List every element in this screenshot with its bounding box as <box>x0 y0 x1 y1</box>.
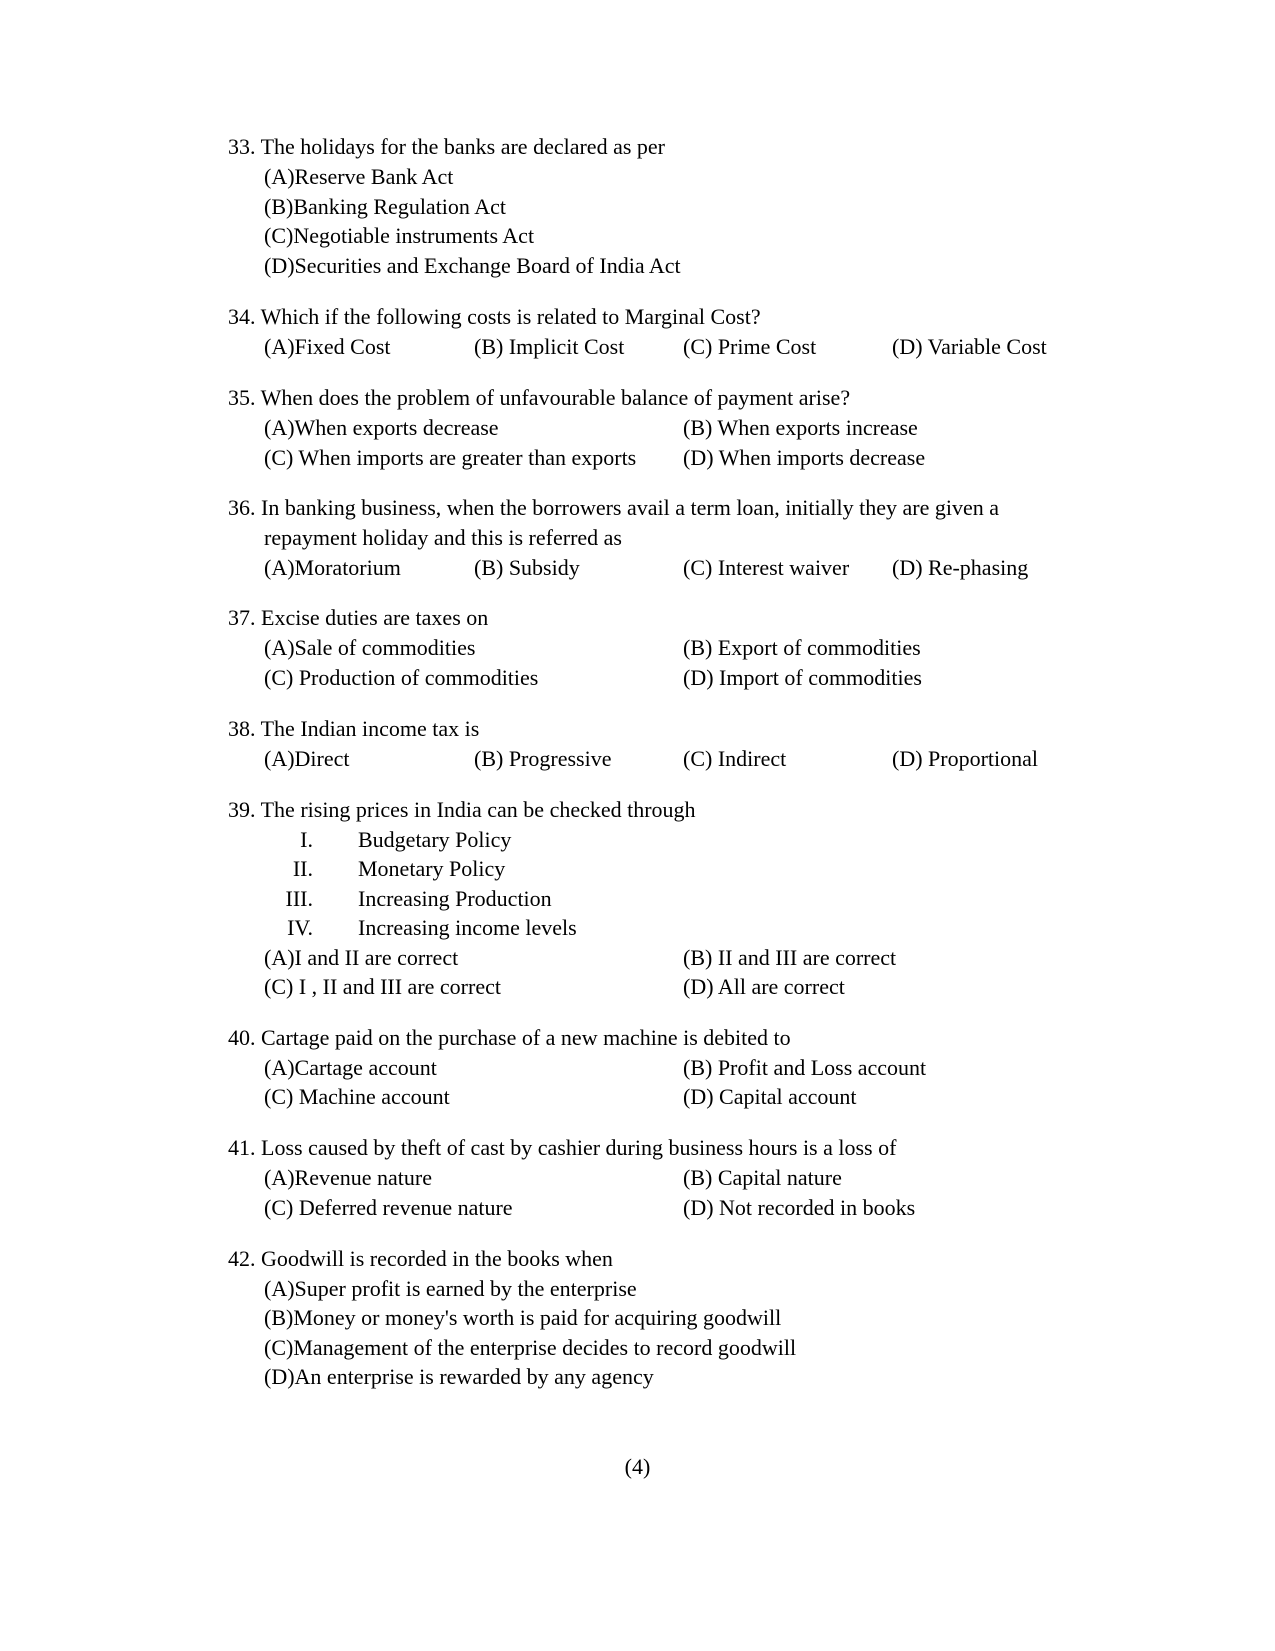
option-c: (C)Management of the enterprise decides to record goodwill <box>264 1335 797 1360</box>
option-d: (D) When imports decrease <box>683 445 926 470</box>
option-c: (C) Deferred revenue nature <box>264 1195 513 1220</box>
statement-numeral: III. <box>285 886 313 911</box>
option-a: (A)Fixed Cost <box>264 334 391 359</box>
option-d: (D) Import of commodities <box>683 665 922 690</box>
option-c: (C) Indirect <box>683 746 787 771</box>
question-number: 33. <box>228 134 256 159</box>
statement-text: Increasing Production <box>358 886 552 911</box>
option-c: (C) Machine account <box>264 1084 450 1109</box>
question-text: Cartage paid on the purchase of a new machine is debited to <box>261 1025 791 1050</box>
option-a: (A)Cartage account <box>264 1055 437 1080</box>
option-d: (D) Capital account <box>683 1084 857 1109</box>
option-d: (D) Re-phasing <box>892 555 1029 580</box>
option-c: (C) I , II and III are correct <box>264 974 501 999</box>
statement-text: Monetary Policy <box>358 856 506 881</box>
option-c: (C) Prime Cost <box>683 334 817 359</box>
option-d: (D) Proportional <box>892 746 1039 771</box>
option-c: (C)Negotiable instruments Act <box>264 223 535 248</box>
option-b: (B) Progressive <box>474 746 612 771</box>
option-b: (B) Implicit Cost <box>474 334 625 359</box>
statement-numeral: I. <box>300 827 313 852</box>
question-number: 34. <box>228 304 256 329</box>
question-text: In banking business, when the borrowers avail a term loan, initially they are given a <box>261 495 1000 520</box>
option-c: (C) Interest waiver <box>683 555 850 580</box>
question-text: The rising prices in India can be checked through <box>260 797 696 822</box>
option-c: (C) When imports are greater than exports <box>264 445 637 470</box>
question-text: The Indian income tax is <box>260 716 480 741</box>
statement-numeral: II. <box>292 856 313 881</box>
option-b: (B) Subsidy <box>474 555 580 580</box>
question-text: Which if the following costs is related to Marginal Cost? <box>260 304 761 329</box>
question-text-continued: repayment holiday and this is referred as <box>264 525 622 550</box>
option-a: (A)Super profit is earned by the enterprise <box>264 1276 637 1301</box>
question-text: The holidays for the banks are declared as per <box>255 134 665 159</box>
question-text: Excise duties are taxes on <box>261 605 489 630</box>
option-b: (B) When exports increase <box>683 415 918 440</box>
statement-text: Increasing income levels <box>358 915 577 940</box>
option-b: (B) Export of commodities <box>683 635 921 660</box>
question-number: 42. <box>228 1246 256 1271</box>
option-a: (A)Reserve Bank Act <box>264 164 454 189</box>
question-number: 41. <box>228 1135 256 1160</box>
option-a: (A)Sale of commodities <box>264 635 476 660</box>
question-number: 37. <box>228 605 256 630</box>
question-text: Goodwill is recorded in the books when <box>261 1246 613 1271</box>
question-text: Loss caused by theft of cast by cashier during business hours is a loss of <box>255 1135 897 1160</box>
question-text: When does the problem of unfavourable balance of payment arise? <box>260 385 851 410</box>
option-b: (B) Profit and Loss account <box>683 1055 927 1080</box>
option-b: (B)Banking Regulation Act <box>264 194 506 219</box>
question-number: 36. <box>228 495 256 520</box>
option-b: (B) Capital nature <box>683 1165 842 1190</box>
option-b: (B) II and III are correct <box>683 945 897 970</box>
statement-text: Budgetary Policy <box>358 827 512 852</box>
option-a: (A)Direct <box>264 746 350 771</box>
option-d: (D)An enterprise is rewarded by any agency <box>264 1364 654 1389</box>
option-d: (D) All are correct <box>683 974 845 999</box>
question-number: 39. <box>228 797 256 822</box>
option-c: (C) Production of commodities <box>264 665 539 690</box>
question-number: 40. <box>228 1025 256 1050</box>
statement-numeral: IV. <box>287 915 313 940</box>
option-a: (A)Moratorium <box>264 555 401 580</box>
page-number: (4) <box>624 1454 651 1479</box>
option-d: (D) Not recorded in books <box>683 1195 916 1220</box>
option-d: (D)Securities and Exchange Board of India Act <box>264 253 681 278</box>
option-a: (A)I and II are correct <box>264 945 459 970</box>
question-number: 38. <box>228 716 256 741</box>
question-number: 35. <box>228 385 256 410</box>
option-a: (A)Revenue nature <box>264 1165 432 1190</box>
option-d: (D) Variable Cost <box>892 334 1047 359</box>
option-b: (B)Money or money's worth is paid for acquiring goodwill <box>264 1305 782 1330</box>
option-a: (A)When exports decrease <box>264 415 499 440</box>
